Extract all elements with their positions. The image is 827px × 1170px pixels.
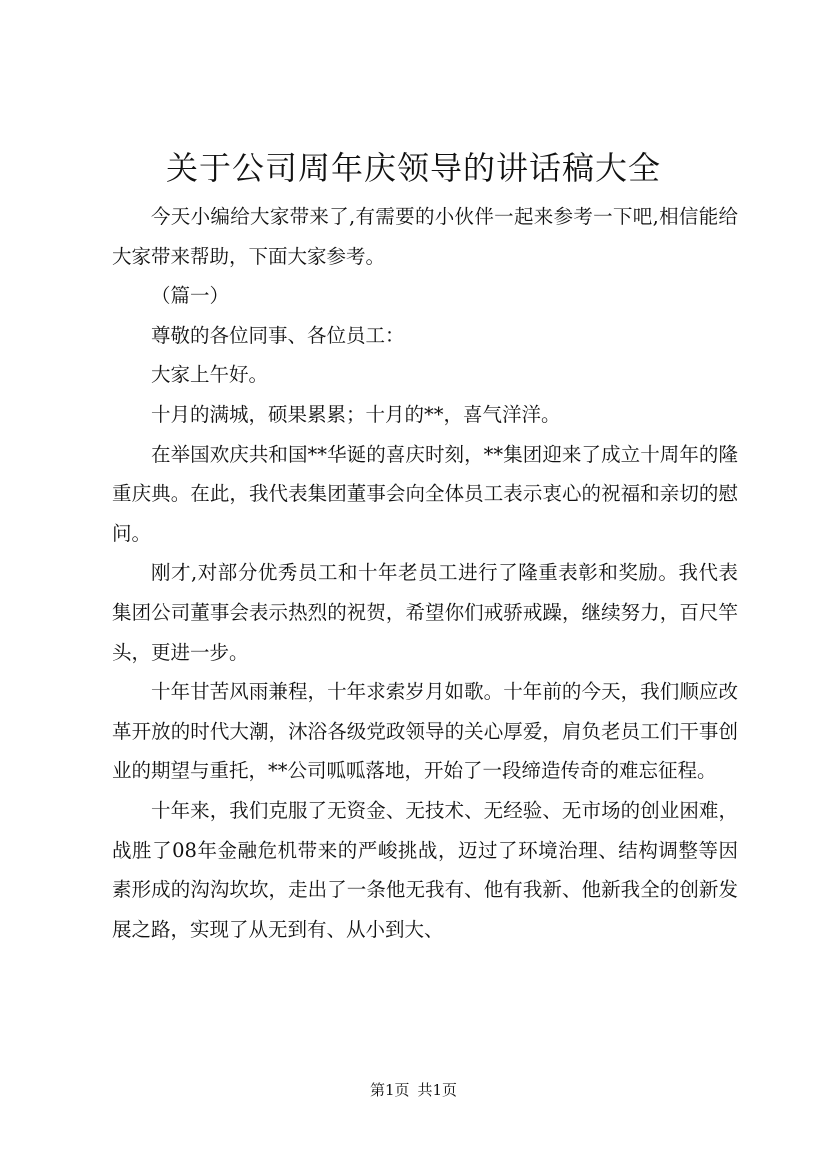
paragraph-ten-years: 十年甘苦风雨兼程，十年求索岁月如歌。十年前的今天，我们顺应改革开放的时代大潮，沐浴各级党政领导的关心厚爱，肩负老员工们干事创业的期望与重托，**公司呱呱落地，开始了一段缔造传奇的难忘征程。 (112, 680, 738, 783)
paragraph-celebration: 在举国欢庆共和国**华诞的喜庆时刻，**集团迎来了成立十周年的隆重庆典。在此，我代表集团董事会向全体员工表示衷心的祝福和亲切的慰问。 (112, 442, 738, 545)
paragraph-salutation: 尊敬的各位同事、各位员工： (151, 323, 405, 347)
paragraph-achievements: 十年来，我们克服了无资金、无技术、无经验、无市场的创业困难，战胜了08年金融危机带来的严峻挑战，迈过了环境治理、结构调整等因素形成的沟沟坎坎，走出了一条他无我有、他有我新、他新我全的创新发展之路，实现了从无到有、从小到大、 (112, 798, 738, 941)
document-body (112, 197, 738, 949)
page-footer (0, 1080, 827, 1100)
paragraph-awards: 刚才,对部分优秀员工和十年老员工进行了隆重表彰和奖励。我代表集团公司董事会表示热烈的祝贺，希望你们戒骄戒躁，继续努力，百尺竿头，更进一步。 (112, 561, 738, 664)
document-title: 关于公司周年庆领导的讲话稿大全 (165, 149, 661, 187)
paragraph-section-heading: （篇一） (151, 284, 230, 308)
page-number: 第1页 (369, 1081, 410, 1099)
paragraph-greeting: 大家上午好。 (151, 363, 269, 387)
page-total: 共1页 (417, 1081, 458, 1099)
paragraph-october: 十月的满城，硕果累累；十月的**，喜气洋洋。 (151, 402, 561, 426)
paragraph-intro: 今天小编给大家带来了,有需要的小伙伴一起来参考一下吧,相信能给大家带来帮助，下面大家参考。 (112, 205, 738, 268)
